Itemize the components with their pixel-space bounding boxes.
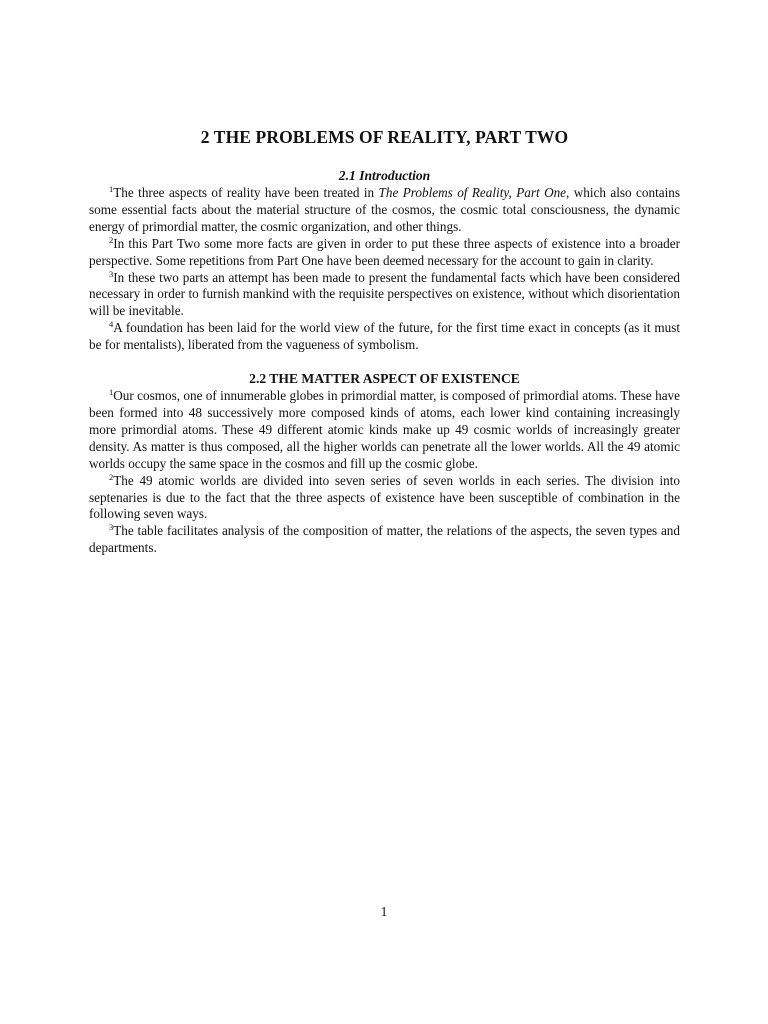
section-title-matter-aspect: 2.2 THE MATTER ASPECT OF EXISTENCE: [249, 371, 520, 387]
paragraph-number: 4: [109, 319, 114, 330]
paragraph-number: 2: [109, 471, 114, 482]
paragraph-text: The three aspects of reality have been treated in: [113, 185, 379, 200]
paragraph: [89, 388, 680, 473]
book-title: The Problems of Reality, Part One: [378, 185, 567, 200]
paragraph: [89, 270, 680, 321]
page-content: [89, 126, 680, 557]
paragraph-text: Our cosmos, one of innumerable globes in primordial matter, is composed of primordial atoms. These have been formed into 48 successively more composed kinds of atoms, each lower kind containing increasingly more primordial atoms. These 49 different atomic kinds make up 49 cosmic worlds of increasingly greater density. As matter is thus composed, all the higher worlds can penetrate all the lower worlds. All the 49 atomic worlds occupy the same space in the cosmos and fill up the cosmic globe.: [89, 388, 680, 471]
paragraph-text: , which also contains some essential facts about the material structure of the cosmos, the cosmic total consciousness, the dynamic energy of primordial matter, the cosmic organization, and other things.: [89, 185, 681, 234]
paragraph-text: In these two parts an attempt has been made to present the fundamental facts which have been considered necessary in order to furnish mankind with the requisite perspectives on existence, without which disorientation will be inevitable.: [89, 269, 680, 319]
chapter-title: 2 THE PROBLEMS OF REALITY, PART TWO: [200, 127, 569, 147]
paragraph: [89, 320, 680, 354]
paragraph-text: A foundation has been laid for the world view of the future, for the first time exact in concepts (as it must be for mentalists), liberated from the vagueness of symbolism.: [89, 320, 680, 353]
section-title-introduction: 2.1 Introduction: [338, 168, 431, 183]
paragraph-number: 2: [109, 234, 114, 245]
paragraph: [89, 473, 680, 524]
paragraph-text: In this Part Two some more facts are given in order to put these three aspects of existence into a broader perspective. Some repetitions from Part One have been deemed necessary for the account to gain in clarity.: [89, 235, 680, 268]
paragraph-number: 1: [109, 184, 114, 194]
paragraph: [89, 523, 680, 557]
paragraph: [89, 236, 680, 270]
paragraph: [89, 185, 680, 236]
paragraph-number: 1: [109, 387, 114, 398]
paragraph-number: 3: [109, 522, 114, 533]
paragraph-text: The 49 atomic worlds are divided into seven series of seven worlds in each series. The division into septenaries is due to the fact that the three aspects of existence have been susceptible of combination in the following seven ways.: [89, 472, 680, 522]
paragraph-text: The table facilitates analysis of the composition of matter, the relations of the aspects, the seven types and departments.: [89, 523, 680, 556]
paragraph-number: 3: [109, 268, 114, 279]
page-number: 1: [380, 904, 388, 919]
